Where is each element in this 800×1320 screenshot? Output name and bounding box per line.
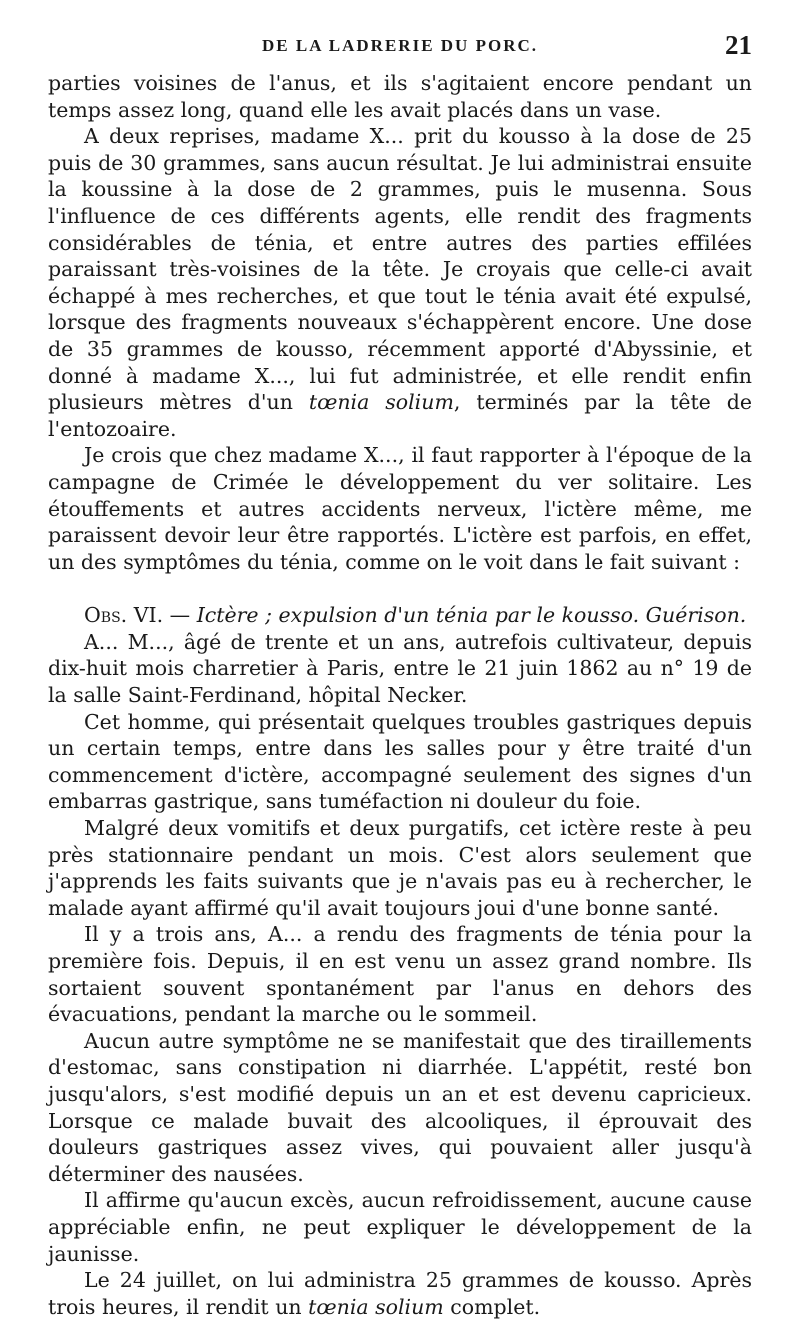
- paragraph-continued: [48, 70, 752, 123]
- paragraph-text: Il y a trois ans, A... a rendu des fragments de ténia pour la première fois. Depuis, il en est venu un assez grand nombre. Ils sortaient souvent spontanément par l'anus en dehors des évacuations, pendant la marche ou le sommeil.: [48, 922, 752, 1027]
- paragraph: [48, 709, 752, 815]
- book-page: [48, 30, 753, 1319]
- italic-term: tœnia solium: [308, 390, 454, 415]
- paragraph-text: Aucun autre symptôme ne se manifestait que des tiraillements d'estomac, sans constipation ni diarrhée. L'appétit, resté bon jusqu'alors, s'est modifié depuis un an et est devenu capricieux. Lorsque ce malade buvait des alcooliques, il éprouvait des douleurs gastriques assez vives, qui pouvaient aller jusqu'à déterminer des nausées.: [48, 1028, 752, 1186]
- paragraph-text: , terminés par la tête de l'entozoaire.: [48, 390, 753, 441]
- paragraph: [48, 1187, 752, 1267]
- italic-term: tœnia solium: [308, 1294, 444, 1319]
- body-text: [48, 70, 752, 1320]
- observation-label: Obs. VI.: [84, 603, 164, 628]
- paragraph-text: A... M..., âgé de trente et un ans, autrefois cultivateur, depuis dix-huit mois charretier à Paris, entre le 21 juin 1862 au n° 19 de la salle Saint-Ferdinand, hôpital Necker.: [48, 629, 752, 708]
- paragraph: [48, 815, 752, 921]
- paragraph-text: parties voisines de l'anus, et ils s'agitaient encore pendant un temps assez long, quand elle les avait placés dans un vase.: [48, 71, 752, 122]
- page-header: [48, 30, 752, 70]
- paragraph: [48, 442, 752, 575]
- paragraph: [48, 629, 752, 709]
- paragraph: [48, 1267, 752, 1320]
- paragraph-text: Cet homme, qui présentait quelques troubles gastriques depuis un certain temps, entre dans les salles pour y être traité d'un commencement d'ictère, accompagné seulement des signes d'un embarras gastrique, sans tuméfaction ni douleur du foie.: [48, 709, 752, 814]
- paragraph-text: Je crois que chez madame X..., il faut rapporter à l'époque de la campagne de Crimée le développement du ver solitaire. Les étouffements et autres accidents nerveux, l'ictère même, me paraissent devoir leur être rapportés. L'ictère est parfois, en effet, un des symptômes du ténia, comme on le voit dans le fait suivant :: [48, 443, 752, 574]
- paragraph: [48, 123, 752, 442]
- observation-dash: —: [163, 603, 197, 628]
- paragraph: [48, 921, 752, 1027]
- running-head: DE LA LADRERIE DU PORC.: [262, 36, 538, 55]
- paragraph-text: Il affirme qu'aucun excès, aucun refroidissement, aucune cause appréciable enfin, ne peut expliquer le développement de la jaunisse.: [48, 1188, 752, 1266]
- paragraph-text: A deux reprises, madame X... prit du kousso à la dose de 25 puis de 30 grammes, sans aucun résultat. Je lui administrai ensuite la koussine à la dose de 2 grammes, puis le musenna. Sous l'influence de ces différents agents, elle rendit des fragments considérables de ténia, et entre autres des parties effilées paraissant très-voisines de la tête. Je croyais que celle-ci avait échappé à mes recherches, et que tout le ténia avait été expulsé, lorsque des fragments nouveaux s'échappèrent encore. Une dose de 35 grammes de kousso, récemment apporté d'Abyssinie, et donné à madame X..., lui fut administrée, et elle rendit enfin plusieurs mètres d'un: [48, 124, 752, 415]
- observation-heading: [48, 602, 752, 629]
- paragraph-text: complet.: [443, 1294, 541, 1319]
- paragraph: [48, 1028, 752, 1188]
- paragraph-text: Le 24 juillet, on lui administra 25 grammes de kousso. Après trois heures, il rendit un: [48, 1268, 752, 1319]
- paragraph-text: Malgré deux vomitifs et deux purgatifs, cet ictère reste à peu près stationnaire pendant un mois. C'est alors seulement que j'apprends les faits suivants que je n'avais pas eu à rechercher, le malade ayant affirmé qu'il avait toujours joui d'une bonne santé.: [48, 816, 752, 920]
- observation-title: Ictère ; expulsion d'un ténia par le kousso. Guérison.: [196, 603, 747, 628]
- page-number: 21: [725, 30, 752, 60]
